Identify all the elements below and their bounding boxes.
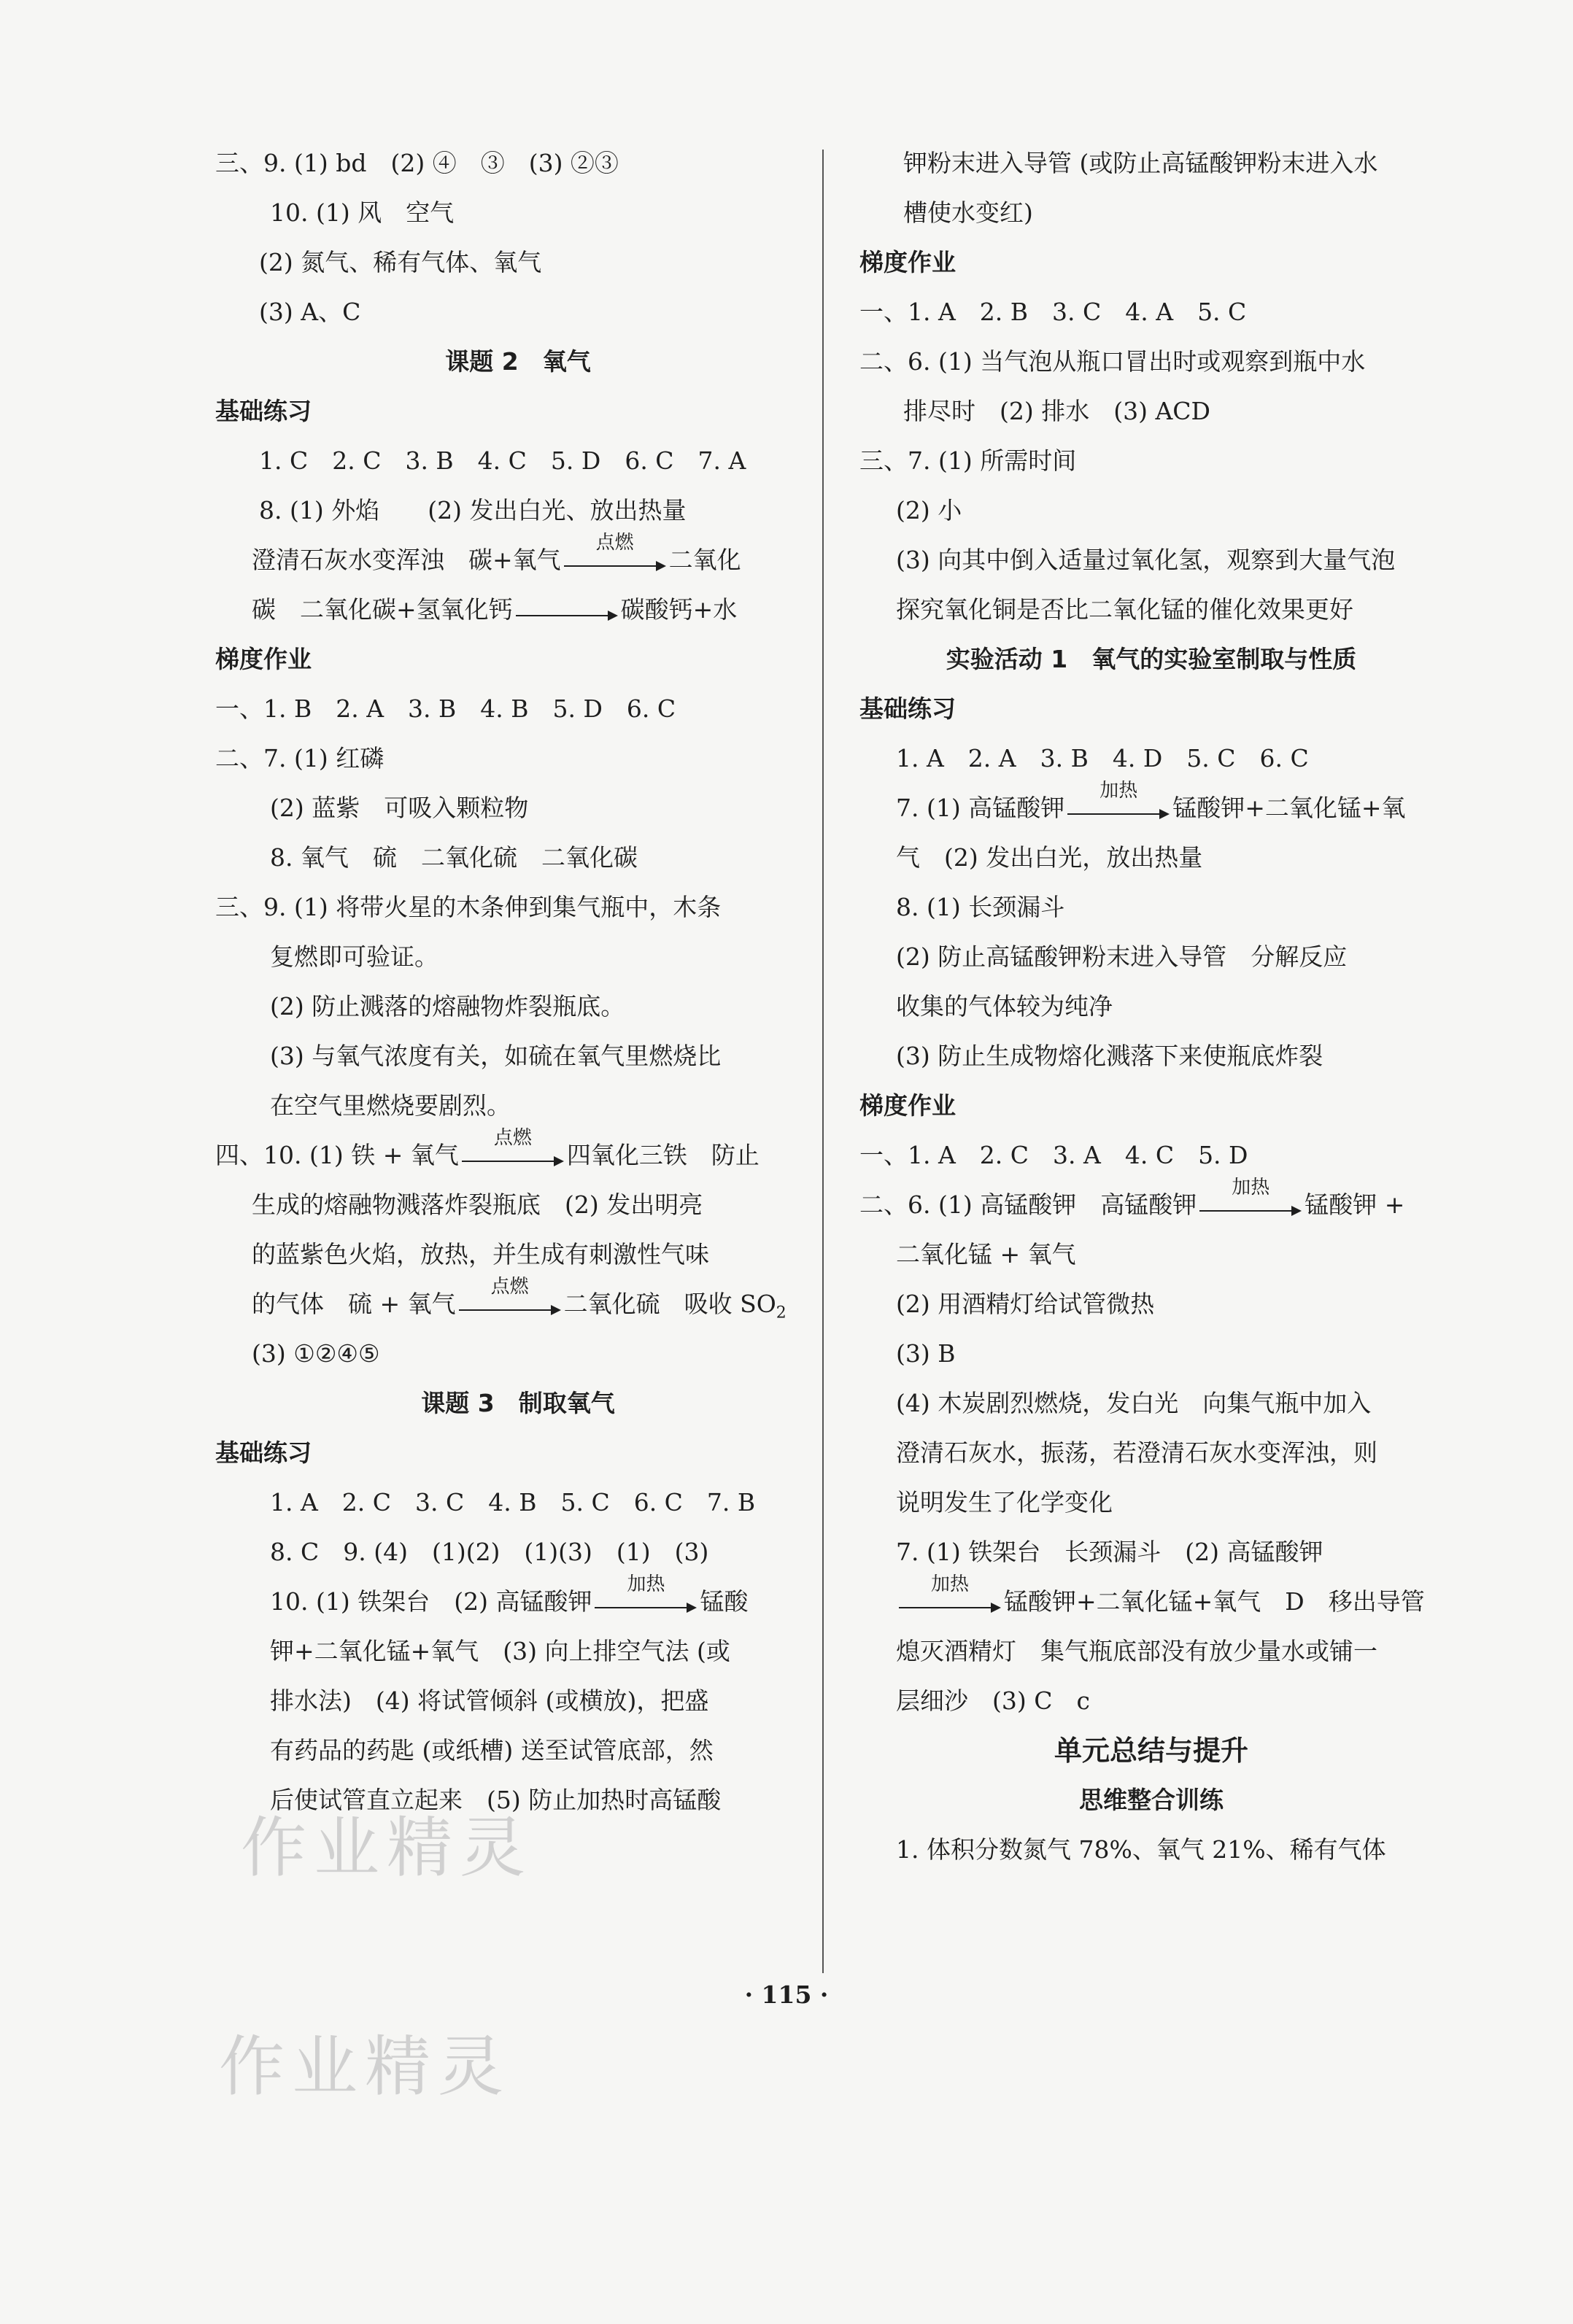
answer-line: 钾粉末进入导管 (或防止高锰酸钾粉末进入水 [903,149,1378,177]
reaction-arrow [516,600,618,622]
answer-line: 排尽时 (2) 排水 (3) ACD [903,397,1211,425]
answer-line: (2) 防止高锰酸钾粉末进入导管 分解反应 [896,942,1348,971]
answer-line: 三、9. (1) 将带火星的木条伸到集气瓶中，木条 [215,893,722,921]
answer-line: 8. (1) 外焰 (2) 发出白光、放出热量 [259,496,687,524]
answer-line: (3) ①②④⑤ [252,1339,380,1368]
reaction-arrow [459,1276,561,1317]
answer-line: 二氧化锰 + 氧气 [896,1240,1076,1268]
answer-line: 8. C 9. (4) (1)(2) (1)(3) (1) (3) [270,1538,709,1566]
reaction-condition: 加热 [627,1573,665,1595]
answer-line: 气 (2) 发出白光，放出热量 [896,843,1203,872]
answer-line: 1. C 2. C 3. B 4. C 5. D 6. C 7. A [259,446,746,475]
answer-line: 8. 氧气 硫 二氧化硫 二氧化碳 [270,843,638,872]
reaction-condition: 点燃 [595,532,634,554]
right-column [859,139,1443,1875]
answer-line: (3) 防止生成物熔化溅落下来使瓶底炸裂 [896,1042,1323,1070]
answer-line: (2) 用酒精灯给试管微热 [896,1290,1155,1318]
equation-text: 二、6. (1) 高锰酸钾 高锰酸钾 [859,1190,1197,1219]
answer-line [859,1177,1443,1230]
reaction-arrow [462,1127,564,1168]
answer-line: (3) B [896,1339,956,1368]
answer-line: 槽使水变红) [903,198,1033,227]
answer-line: 钾+二氧化锰+氧气 (3) 向上排空气法 (或 [270,1637,730,1665]
answer-line: 说明发生了化学变化 [896,1488,1113,1517]
reaction-arrow [899,1573,1001,1614]
lesson-heading: 课题 2 氧气 [445,347,591,376]
reaction-condition: 加热 [1232,1177,1270,1198]
answer-line: 三、9. (1) bd (2) ④ ③ (3) ②③ [215,149,619,177]
equation-text: 锰酸 [700,1587,749,1616]
answer-line: 探究氧化铜是否比二氧化锰的催化效果更好 [896,595,1353,624]
answer-line: 1. A 2. A 3. B 4. D 5. C 6. C [896,744,1309,772]
reaction-condition: 加热 [930,1573,969,1595]
answer-line: 复燃即可验证。 [270,942,438,971]
reaction-arrow [1067,780,1170,821]
left-column [215,139,821,1825]
answer-line: 在空气里燃烧要剧烈。 [270,1091,511,1120]
equation-text: 7. (1) 高锰酸钾 [896,794,1065,822]
answer-line: 二、6. (1) 当气泡从瓶口冒出时或观察到瓶中水 [859,347,1366,376]
reaction-arrow [564,532,666,573]
equation-text: 澄清石灰水变浑浊 碳+氧气 [252,546,561,574]
watermark: 作业精灵 [241,1810,533,1886]
answer-line: 的蓝紫色火焰，放热，并生成有刺激性气味 [252,1240,709,1268]
answer-line [215,532,821,585]
equation-text: 10. (1) 铁架台 (2) 高锰酸钾 [270,1587,592,1616]
reaction-arrow [595,1573,697,1614]
answer-line: 1. 体积分数氮气 78%、氧气 21%、稀有气体 [896,1835,1386,1864]
column-divider [822,150,824,1973]
section-heading: 基础练习 [215,397,312,425]
watermark: 作业精灵 [219,2029,511,2105]
reaction-arrow [1199,1177,1302,1217]
equation-text: 锰酸钾+二氧化锰+氧 [1172,794,1406,822]
equation-text: 锰酸钾 + [1305,1190,1405,1219]
answer-line [859,1573,1443,1627]
answer-line: 二、7. (1) 红磷 [215,744,384,772]
answer-line: 三、7. (1) 所需时间 [859,446,1077,475]
answer-line: (3) A、C [259,298,361,326]
section-heading: 梯度作业 [859,248,956,276]
answer-line: (2) 小 [896,496,962,524]
equation-text: 碳酸钙+水 [620,595,738,624]
answer-line: (4) 木炭剧烈燃烧，发白光 向集气瓶中加入 [896,1389,1372,1417]
section-heading: 基础练习 [215,1438,312,1467]
answer-line: 澄清石灰水，振荡，若澄清石灰水变浑浊，则 [896,1438,1377,1467]
reaction-condition: 加热 [1099,780,1138,802]
lesson-heading: 课题 3 制取氧气 [421,1389,615,1417]
answer-line: 收集的气体较为纯净 [896,992,1113,1020]
equation-text: 锰酸钾+二氧化锰+氧气 D 移出导管 [1004,1587,1425,1616]
answer-line: 8. (1) 长颈漏斗 [896,893,1065,921]
answer-line: (3) 与氧气浓度有关，如硫在氧气里燃烧比 [270,1042,722,1070]
answer-line: 熄灭酒精灯 集气瓶底部没有放少量水或铺一 [896,1637,1377,1665]
equation-text: 四、10. (1) 铁 + 氧气 [215,1141,459,1169]
section-heading: 梯度作业 [859,1091,956,1120]
answer-line: 1. A 2. C 3. C 4. B 5. C 6. C 7. B [270,1488,756,1517]
equation-text: 碳 二氧化碳+氢氧化钙 [252,595,513,624]
section-heading: 基础练习 [859,694,956,723]
answer-line: 一、1. A 2. C 3. A 4. C 5. D [859,1141,1248,1169]
answer-line: 后使试管直立起来 (5) 防止加热时高锰酸 [270,1786,722,1814]
answer-line: 排水法) (4) 将试管倾斜 (或横放)，把盛 [270,1686,709,1715]
answer-line: 生成的熔融物溅落炸裂瓶底 (2) 发出明亮 [252,1190,703,1219]
answer-line: 一、1. A 2. B 3. C 4. A 5. C [859,298,1247,326]
answer-line [215,585,821,635]
answer-line [215,1127,821,1180]
equation-text: 的气体 硫 + 氧气 [252,1290,456,1318]
lesson-heading: 实验活动 1 氧气的实验室制取与性质 [946,645,1357,673]
answer-line: (2) 防止溅落的熔融物炸裂瓶底。 [270,992,625,1020]
answer-line: 有药品的药匙 (或纸槽) 送至试管底部，然 [270,1736,714,1765]
page-number: · 115 · [744,1980,829,2009]
section-heading: 梯度作业 [215,645,312,673]
equation-text: 二氧化 [668,546,741,574]
answer-line [859,780,1443,833]
equation-text: 四氧化三铁 防止 [566,1141,760,1169]
answer-line: (2) 蓝紫 可吸入颗粒物 [270,794,529,822]
answer-line: 10. (1) 风 空气 [270,198,455,227]
answer-line: (3) 向其中倒入适量过氧化氢，观察到大量气泡 [896,546,1396,574]
unit-heading: 单元总结与提升 [1054,1735,1248,1767]
answer-line: 一、1. B 2. A 3. B 4. B 5. D 6. C [215,694,676,723]
answer-line: (2) 氮气、稀有气体、氧气 [259,248,542,276]
equation-text: 二氧化硫 吸收 SO [563,1290,776,1318]
subscript: 2 [776,1304,786,1322]
answer-line [215,1573,821,1627]
reaction-condition: 点燃 [490,1276,529,1298]
answer-line: 7. (1) 铁架台 长颈漏斗 (2) 高锰酸钾 [896,1538,1323,1566]
answer-line: 层细沙 (3) C c [896,1686,1090,1715]
answer-line [215,1276,821,1329]
section-heading: 思维整合训练 [1079,1786,1224,1814]
reaction-condition: 点燃 [493,1127,532,1149]
